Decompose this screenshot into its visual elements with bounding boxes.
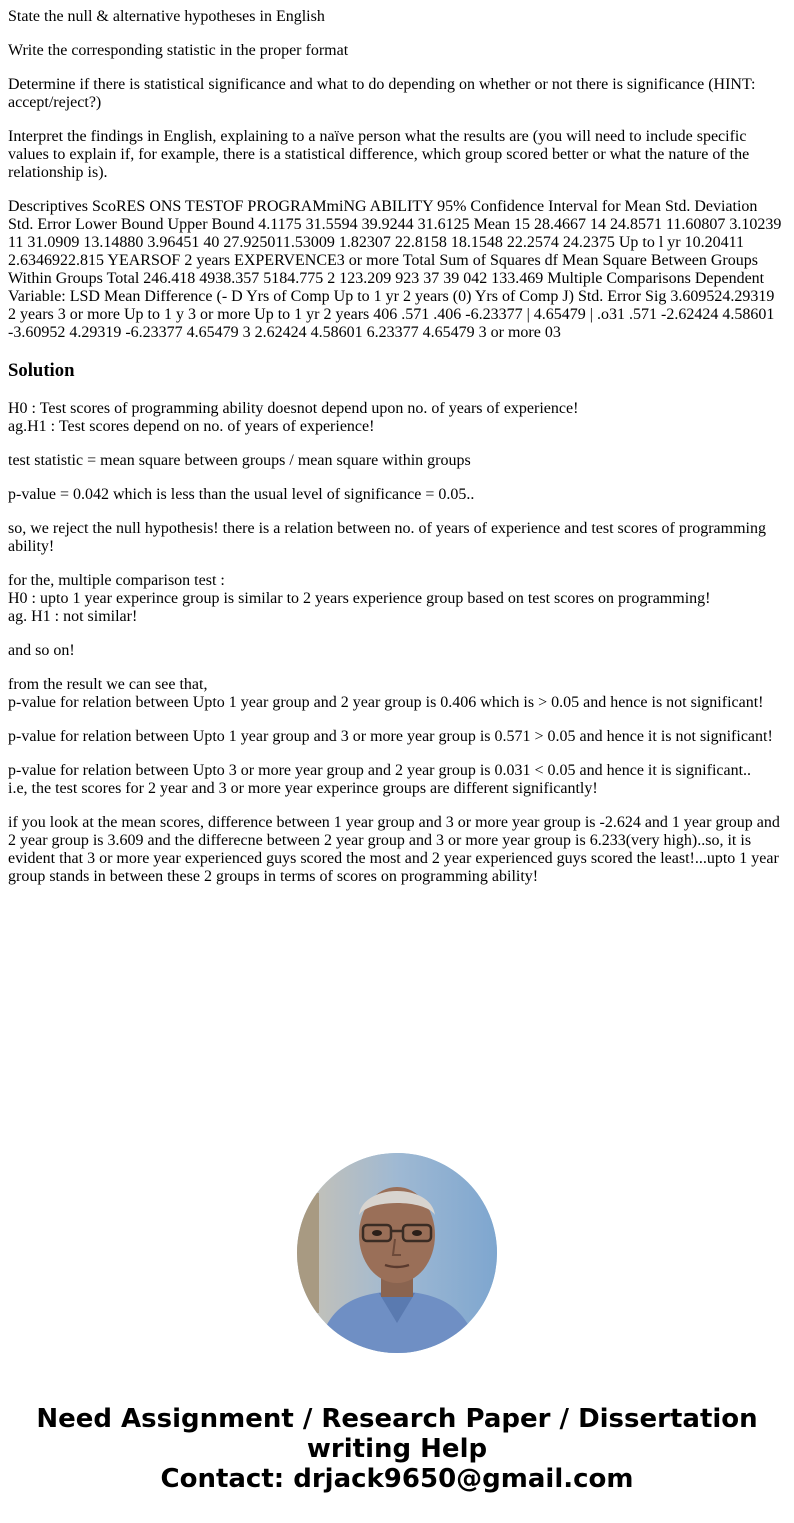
solution-line: if you look at the mean scores, difference between 1 year group and 3 or more year group is -2.624 and 1 year group and 2 year group is 3.609 and the differecne between 2 year group and 3 or more year group is 6.233(very high)..so, it is evident that 3 or more year experienced guys scored the most and 2 year experienced guys scored the least!...upto 1 year group stands in between these 2 groups in terms of scores on programming ability! — [8, 814, 780, 885]
solution-line: p-value for relation between Upto 1 year group and 3 or more year group is 0.571 > 0.05 and hence it is not significant! — [8, 728, 773, 745]
solution-line: ag.H1 : Test scores depend on no. of years of experience! — [8, 418, 375, 435]
solution-block-5 — [8, 572, 786, 626]
footer-line-2: writing Help — [306, 1434, 488, 1464]
solution-block-1 — [8, 400, 786, 436]
solution-line: p-value = 0.042 which is less than the usual level of significance = 0.05.. — [8, 486, 475, 503]
question-paragraph-4: Interpret the findings in English, explaining to a naïve person what the results are (you will need to include specific values to explain if, for example, there is a statistical difference, which group scored better or what the nature of the relationship is). — [8, 128, 750, 181]
question-paragraph-2: Write the corresponding statistic in the proper format — [8, 42, 349, 59]
question-paragraph-5: Descriptives ScoRES ONS TESTOF PROGRAMmiNG ABILITY 95% Confidence Interval for Mean Std. Deviation Std. Error Lower Bound Upper Bound 4.1175 31.5594 39.9244 31.6125 Mean 15 28.4667 14 24.8571 11.60807 3.10239 11 31.0909 13.14880 3.96451 40 27.925011.53009 1.82307 22.8158 18.1548 22.2574 24.2375 Up to l yr 10.20411 2.6346922.815 YEARSOF 2 years EXPERVENCE3 or more Total Sum of Squares df Mean Square Between Groups Within Groups Total 246.418 4938.357 5184.775 2 123.209 923 37 39 042 133.469 Multiple Comparisons Dependent Variable: LSD Mean Difference (- D Yrs of Comp Up to 1 yr 2 years (0) Yrs of Comp J) Std. Error Sig 3.609524.29319 2 years 3 or more Up to 1 y 3 or more Up to 1 yr 2 years 406 .571 .406 -6.23377 | 4.65479 | .o31 .571 -2.62424 4.58601 -3.60952 4.29319 -6.23377 4.65479 3 2.62424 4.58601 6.23377 4.65479 3 or more 03 — [8, 198, 782, 341]
solution-block-7 — [8, 676, 786, 712]
footer-line-1: Need Assignment / Research Paper / Dissertation — [36, 1404, 758, 1434]
question-paragraph-1: State the null & alternative hypotheses in English — [8, 8, 325, 25]
solution-line: and so on! — [8, 642, 75, 659]
solution-line: for the, multiple comparison test : — [8, 572, 225, 589]
question-paragraph-3: Determine if there is statistical significance and what to do depending on whether or not there is significance (HINT: accept/reject?) — [8, 76, 756, 111]
solution-block-3 — [8, 486, 786, 504]
solution-block-2 — [8, 452, 786, 470]
solution-block-6 — [8, 642, 786, 660]
solution-block-10 — [8, 814, 786, 886]
author-photo — [297, 1153, 497, 1353]
solution-block-9 — [8, 762, 786, 798]
solution-section — [8, 400, 786, 886]
solution-block-4 — [8, 520, 786, 556]
footer-banner — [0, 1404, 794, 1494]
solution-line: from the result we can see that, — [8, 676, 208, 693]
footer-contact: Contact: drjack9650@gmail.com — [160, 1464, 634, 1494]
solution-heading: Solution — [8, 360, 75, 381]
main-content — [8, 8, 786, 902]
question-section — [8, 8, 786, 342]
solution-line: p-value for relation between Upto 3 or more year group and 2 year group is 0.031 < 0.05 and hence it is significant.. — [8, 762, 752, 779]
solution-line: ag. H1 : not similar! — [8, 608, 138, 625]
solution-line: p-value for relation between Upto 1 year group and 2 year group is 0.406 which is > 0.05 and hence is not significant! — [8, 694, 764, 711]
solution-line: so, we reject the null hypothesis! there is a relation between no. of years of experience and test scores of programming ability! — [8, 520, 766, 555]
solution-line: H0 : upto 1 year experince group is similar to 2 years experience group based on test scores on programming! — [8, 590, 711, 607]
solution-line: H0 : Test scores of programming ability doesnot depend upon no. of years of experience! — [8, 400, 579, 417]
solution-line: test statistic = mean square between groups / mean square within groups — [8, 452, 471, 469]
solution-block-8 — [8, 728, 786, 746]
person-portrait-icon — [297, 1153, 497, 1353]
solution-line: i.e, the test scores for 2 year and 3 or more year experince groups are different significantly! — [8, 780, 598, 797]
